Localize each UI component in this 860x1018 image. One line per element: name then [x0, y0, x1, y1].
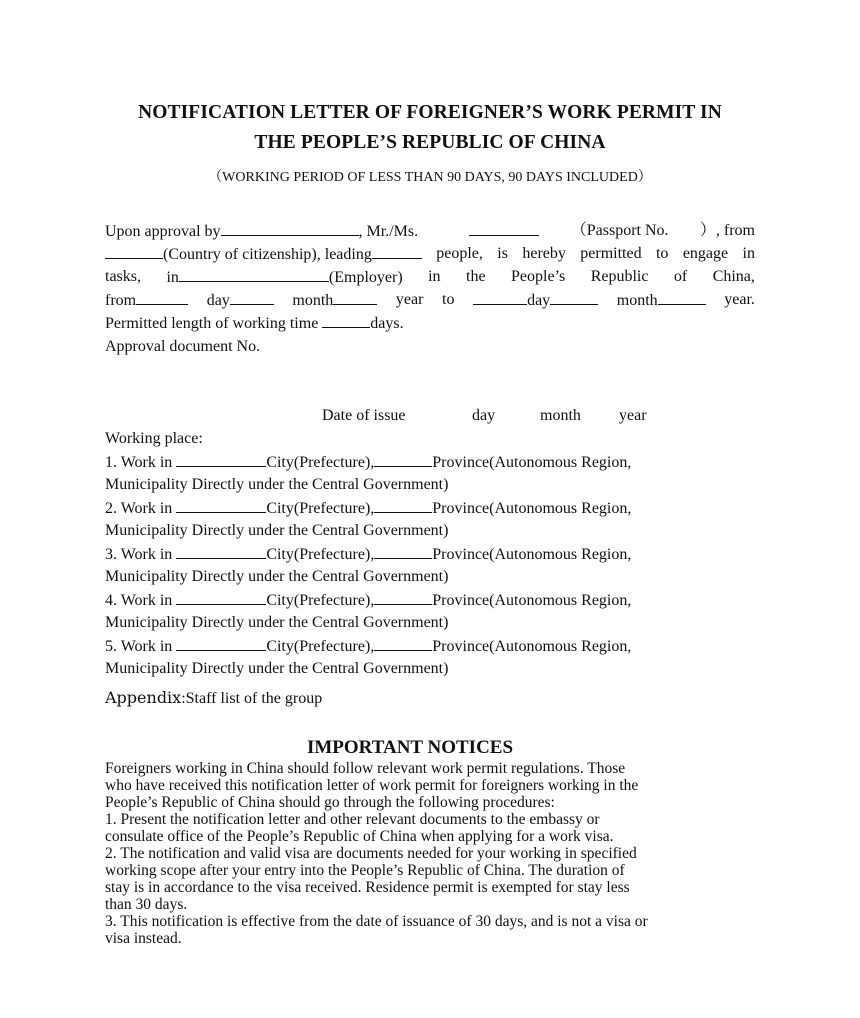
notice-text: who have received this notification letter of work permit for foreigners working in the [105, 777, 639, 794]
work-item-2-cont: Municipality Directly under the Central Government) [105, 522, 449, 539]
work-item-5 [105, 636, 631, 657]
notice-line [105, 913, 717, 930]
work-prefix: 5. Work in [105, 638, 173, 655]
from-year-blank[interactable] [333, 290, 377, 305]
province-blank[interactable] [374, 498, 432, 513]
to-month-blank[interactable] [550, 290, 598, 305]
notice-line [105, 879, 717, 896]
text-in2: in [166, 269, 179, 286]
approval-document-line: Approval document No. [105, 338, 261, 355]
appendix-line [105, 688, 322, 709]
notice-line [105, 777, 717, 794]
month-word-2: month [616, 292, 658, 309]
text-republic: Republic [590, 268, 649, 285]
days-label: days. [370, 315, 404, 332]
appendix-text: :Staff list of the group [181, 690, 323, 707]
approval-line-2 [105, 244, 755, 265]
notices-body [105, 760, 717, 947]
city-blank[interactable] [176, 498, 266, 513]
text-engage: engage [682, 245, 729, 262]
work-item-1-cont: Municipality Directly under the Central Government) [105, 476, 449, 493]
notice-text: than 30 days. [105, 896, 188, 913]
city-label: City(Prefecture), [266, 454, 375, 471]
approval-line-3 [105, 267, 755, 288]
document-title-line2: THE PEOPLE’S REPUBLIC OF CHINA [254, 132, 606, 153]
text-to: to [655, 245, 669, 262]
approval-line-1 [105, 221, 755, 242]
city-label: City(Prefecture), [266, 546, 375, 563]
work-item-4 [105, 590, 631, 611]
text-in: in [742, 245, 755, 262]
employer-blank[interactable] [179, 267, 329, 282]
name-blank[interactable] [469, 221, 539, 236]
from-word: from [105, 292, 137, 309]
work-item-2 [105, 498, 631, 519]
to-day-blank[interactable] [473, 290, 527, 305]
notice-text: working scope after your entry into the People’s Republic of China. The duration of [105, 862, 625, 879]
province-label: Province(Autonomous Region, [432, 500, 632, 517]
upon-approval-label: Upon approval by [105, 223, 221, 240]
notice-text: stay is in accordance to the visa received. Residence permit is exempted for stay less [105, 879, 630, 896]
year-word-2: year. [724, 291, 755, 308]
text-tasks: tasks, [105, 268, 141, 285]
permitted-length-line [105, 313, 404, 334]
province-label: Province(Autonomous Region, [432, 546, 632, 563]
text-china: China, [712, 268, 755, 285]
work-prefix: 2. Work in [105, 500, 173, 517]
city-blank[interactable] [176, 590, 266, 605]
country-blank[interactable] [105, 244, 163, 259]
issue-day-label: day [472, 407, 496, 424]
day-word-2: day [527, 292, 551, 309]
text-permitted: permitted [580, 245, 642, 262]
work-item-4-cont: Municipality Directly under the Central Government) [105, 614, 449, 631]
appendix-label: Appendix [105, 688, 182, 707]
day-word: day [206, 292, 230, 309]
days-blank[interactable] [322, 313, 370, 328]
people-count-blank[interactable] [372, 244, 422, 259]
text-people: people, [436, 245, 483, 262]
text-peoples: People’s [511, 268, 566, 285]
notice-line [105, 760, 717, 777]
city-label: City(Prefecture), [266, 592, 375, 609]
notice-line [105, 811, 717, 828]
notice-line [105, 896, 717, 913]
notice-text: 1. Present the notification letter and other relevant documents to the embassy or [105, 811, 600, 828]
text-hereby: hereby [522, 245, 566, 262]
city-label: City(Prefecture), [266, 638, 375, 655]
from-month-blank[interactable] [230, 290, 274, 305]
approval-line-4 [105, 290, 755, 311]
work-prefix: 1. Work in [105, 454, 173, 471]
issue-year-label: year [619, 407, 647, 424]
text-the: the [466, 268, 486, 285]
to-year-blank[interactable] [658, 290, 706, 305]
from-label: ）, from [699, 222, 755, 239]
country-label: (Country of citizenship), leading [163, 246, 372, 263]
employer-label: (Employer) [328, 269, 403, 286]
notice-text: 2. The notification and valid visa are documents needed for your working in specified [105, 845, 637, 862]
year-word: year [395, 291, 424, 308]
city-label: City(Prefecture), [266, 500, 375, 517]
notice-text: visa instead. [105, 930, 182, 947]
work-prefix: 3. Work in [105, 546, 173, 563]
notice-line [105, 794, 717, 811]
city-blank[interactable] [176, 544, 266, 559]
notice-line [105, 862, 717, 879]
text-of: of [673, 268, 688, 285]
to-word: to [442, 291, 455, 308]
notice-line [105, 845, 717, 862]
province-blank[interactable] [374, 636, 432, 651]
document-subtitle: （WORKING PERIOD OF LESS THAN 90 DAYS, 90 DAYS INCLUDED） [208, 170, 652, 185]
notice-line [105, 930, 717, 947]
text-in3: in [428, 268, 441, 285]
notice-text: consulate office of the People’s Republic of China when applying for a work visa. [105, 828, 614, 845]
passport-label: （Passport No. [570, 222, 669, 239]
mr-ms-label: , Mr./Ms. [358, 223, 419, 240]
province-label: Province(Autonomous Region, [432, 454, 632, 471]
city-blank[interactable] [176, 452, 266, 467]
work-item-5-cont: Municipality Directly under the Central Government) [105, 660, 449, 677]
document-title-line1: NOTIFICATION LETTER OF FOREIGNER’S WORK PERMIT IN [138, 102, 722, 123]
date-of-issue-label: Date of issue [322, 407, 406, 424]
working-place-heading: Working place: [105, 430, 203, 447]
work-prefix: 4. Work in [105, 592, 173, 609]
province-blank[interactable] [374, 452, 432, 467]
issue-month-label: month [540, 407, 581, 424]
notice-text: Foreigners working in China should follow relevant work permit regulations. Those [105, 760, 626, 777]
notice-text: People’s Republic of China should go through the following procedures: [105, 794, 555, 811]
from-day-blank[interactable] [136, 290, 188, 305]
work-item-1 [105, 452, 631, 473]
permitted-length-label: Permitted length of working time [105, 315, 319, 332]
work-item-3-cont: Municipality Directly under the Central Government) [105, 568, 449, 585]
province-blank[interactable] [374, 590, 432, 605]
notice-text: 3. This notification is effective from the date of issuance of 30 days, and is not a visa or [105, 913, 648, 930]
province-label: Province(Autonomous Region, [432, 592, 632, 609]
notice-line [105, 828, 717, 845]
approver-blank[interactable] [221, 221, 359, 236]
province-label: Province(Autonomous Region, [432, 638, 632, 655]
work-item-3 [105, 544, 631, 565]
important-notices-title: IMPORTANT NOTICES [306, 737, 514, 758]
city-blank[interactable] [176, 636, 266, 651]
province-blank[interactable] [374, 544, 432, 559]
month-word: month [292, 292, 334, 309]
text-is: is [497, 245, 508, 262]
